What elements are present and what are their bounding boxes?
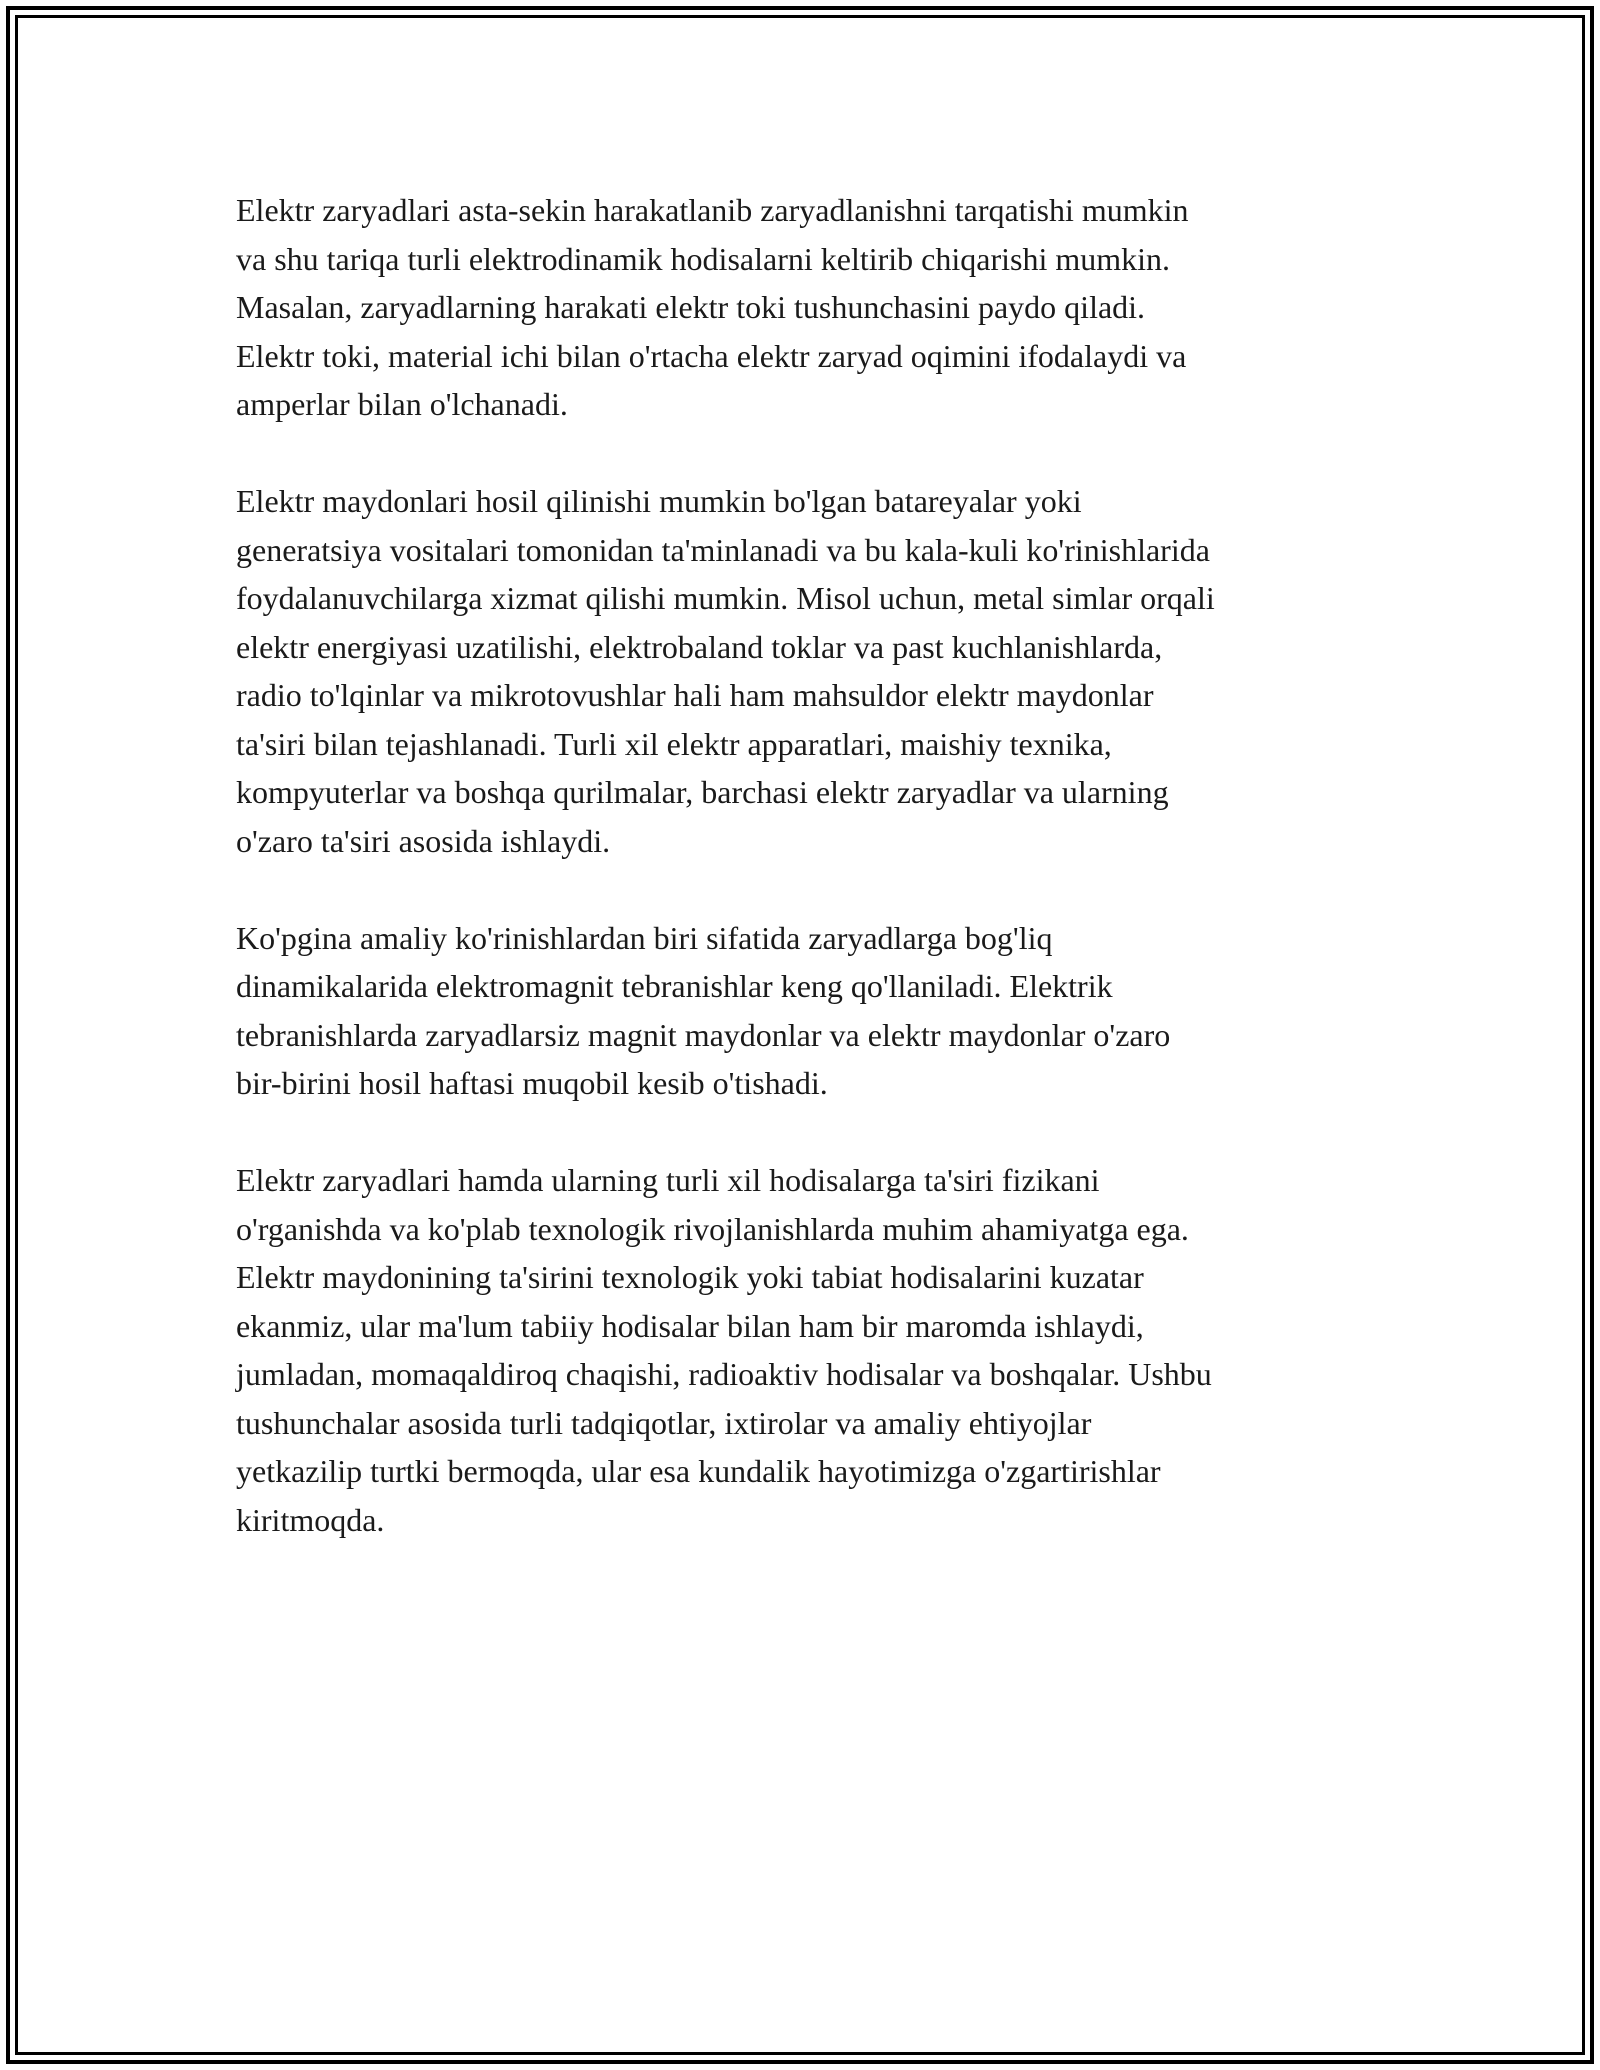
- text-line: radio to'lqinlar va mikrotovushlar hali ham mahsuldor elektr maydonlar: [236, 677, 1154, 713]
- text-line: va shu tariqa turli elektrodinamik hodisalarni keltirib chiqarishi mumkin.: [236, 240, 1171, 277]
- text-line: Elektr zaryadlari hamda ularning turli xil hodisalarga ta'siri fizikani: [236, 1162, 1100, 1198]
- text-line: ta'siri bilan tejashlanadi. Turli xil elektr apparatlari, maishiy texnika,: [236, 725, 1112, 762]
- text-line: elektr energiyasi uzatilishi, elektrobaland toklar va past kuchlanishlarda,: [236, 628, 1163, 665]
- text-line: kompyuterlar va boshqa qurilmalar, barchasi elektr zaryadlar va ularning: [236, 774, 1169, 810]
- paragraph-3: [236, 914, 1366, 1108]
- paragraph-2: [236, 477, 1366, 865]
- paragraph-1: [236, 186, 1366, 429]
- text-line: ekanmiz, ular ma'lum tabiiy hodisalar bilan ham bir maromda ishlaydi,: [236, 1307, 1144, 1344]
- text-line: o'rganishda va ko'plab texnologik rivojlanishlarda muhim ahamiyatga ega.: [236, 1210, 1189, 1247]
- text-line: bir-birini hosil haftasi muqobil kesib o'tishadi.: [236, 1065, 828, 1101]
- text-line: amperlar bilan o'lchanadi.: [236, 386, 568, 422]
- text-line: kiritmoqda.: [236, 1501, 385, 1538]
- text-line: Ko'pgina amaliy ko'rinishlardan biri sifatida zaryadlarga bog'liq: [236, 919, 1053, 956]
- document-body: [236, 186, 1366, 1593]
- text-line: yetkazilip turtki bermoqda, ular esa kundalik hayotimizga o'zgartirishlar: [236, 1453, 1161, 1489]
- text-line: Elektr maydonlari hosil qilinishi mumkin bo'lgan batareyalar yoki: [236, 483, 1082, 519]
- text-line: foydalanuvchilarga xizmat qilishi mumkin. Misol uchun, metal simlar orqali: [236, 580, 1215, 616]
- text-line: Elektr toki, material ichi bilan o'rtacha elektr zaryad oqimini ifodalaydi va: [236, 337, 1187, 374]
- text-line: generatsiya vositalari tomonidan ta'minlanadi va bu kala-kuli ko'rinishlarida: [236, 531, 1210, 568]
- text-line: Elektr zaryadlari asta-sekin harakatlanib zaryadlanishni tarqatishi mumkin: [236, 192, 1189, 228]
- text-line: Masalan, zaryadlarning harakati elektr toki tushunchasini paydo qiladi.: [236, 289, 1146, 325]
- paragraph-4: [236, 1156, 1366, 1544]
- text-line: tebranishlarda zaryadlarsiz magnit maydonlar va elektr maydonlar o'zaro: [236, 1016, 1171, 1053]
- text-line: Elektr maydonining ta'sirini texnologik yoki tabiat hodisalarini kuzatar: [236, 1259, 1144, 1295]
- text-line: dinamikalarida elektromagnit tebranishlar keng qo'llaniladi. Elektrik: [236, 968, 1113, 1004]
- text-line: tushunchalar asosida turli tadqiqotlar, ixtirolar va amaliy ehtiyojlar: [236, 1404, 1092, 1441]
- text-line: jumladan, momaqaldiroq chaqishi, radioaktiv hodisalar va boshqalar. Ushbu: [236, 1356, 1212, 1392]
- text-line: o'zaro ta'siri asosida ishlaydi.: [236, 822, 611, 859]
